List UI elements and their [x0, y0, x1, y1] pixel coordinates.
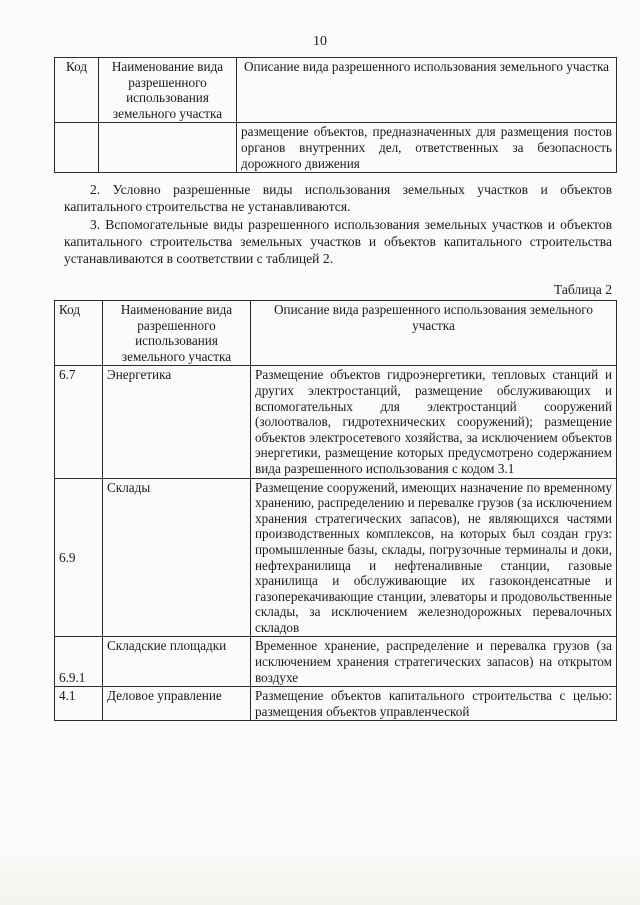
cell-name: Деловое управление: [103, 687, 251, 721]
cell-name: Энергетика: [103, 366, 251, 478]
table-row: [55, 637, 617, 687]
cell-name: [99, 123, 237, 173]
header-description: Описание вида разрешенного использования земельного участка: [251, 301, 617, 366]
table-2-caption: Таблица 2: [553, 282, 612, 297]
table-1-continued: [54, 57, 617, 173]
cell-code: 6.7: [55, 366, 103, 478]
header-name: Наименование вида разрешенного использования земельного участка: [103, 301, 251, 366]
page-bottom-margin: [0, 840, 640, 905]
page-number: 10: [313, 34, 327, 49]
cell-code: 4.1: [55, 687, 103, 721]
cell-code: 6.9.1: [55, 637, 103, 687]
header-code: Код: [55, 301, 103, 366]
header-code: Код: [55, 58, 99, 123]
cell-description: Размещение объектов гидроэнергетики, тепловых станций и других электростанций, размещение обслуживающих и вспомогательных для электростанций сооружений (золоотвалов, гидротехнических сооружений); размещение объектов электросетевого хозяйства, за исключением объектов энергетики, размещение которых предусмотрено содержанием вида разрешенного использования с кодом 3.1: [251, 366, 617, 478]
cell-description: Размещение объектов капитального строительства с целью: размещения объектов управленческой: [251, 687, 617, 721]
cell-description: Размещение сооружений, имеющих назначение по временному хранению, распределению и перевалке грузов (за исключением хранения стратегических запасов), не являющихся частями производственных комплексов, на которых был создан груз: промышленные базы, склады, погрузочные терминалы и доки, нефтехранилища и нефтеналивные станции, газовые хранилища и обслуживающие их газоконденсатные и газоперекачивающие станции, элеваторы и продовольственные склады, за исключением железнодорожных перевалочных складов: [251, 478, 617, 637]
cell-description: размещение объектов, предназначенных для размещения постов органов внутренних дел, ответственных за безопасность дорожного движения: [237, 123, 617, 173]
table-2: [54, 300, 617, 721]
table-1-header-row: [55, 58, 617, 123]
paragraph-3: 3. Вспомогательные виды разрешенного использования земельных участков и объектов капитального строительства земельных участков и объектов капитального строительства устанавливаются в соответствии с таблицей 2.: [64, 217, 612, 266]
cell-name: Складские площадки: [103, 637, 251, 687]
table-2-header-row: [55, 301, 617, 366]
header-description: Описание вида разрешенного использования земельного участка: [237, 58, 617, 123]
table-row: [55, 366, 617, 478]
table-row: [55, 123, 617, 173]
header-name: Наименование вида разрешенного использования земельного участка: [99, 58, 237, 123]
table-row: [55, 478, 617, 637]
cell-name: Склады: [103, 478, 251, 637]
cell-code: [55, 123, 99, 173]
cell-description: Временное хранение, распределение и перевалка грузов (за исключением хранения стратегических запасов) на открытом воздухе: [251, 637, 617, 687]
table-row: [55, 687, 617, 721]
cell-code: 6.9: [55, 478, 103, 637]
paragraph-2: 2. Условно разрешенные виды использования земельных участков и объектов капитального строительства не устанавливаются.: [64, 182, 612, 214]
